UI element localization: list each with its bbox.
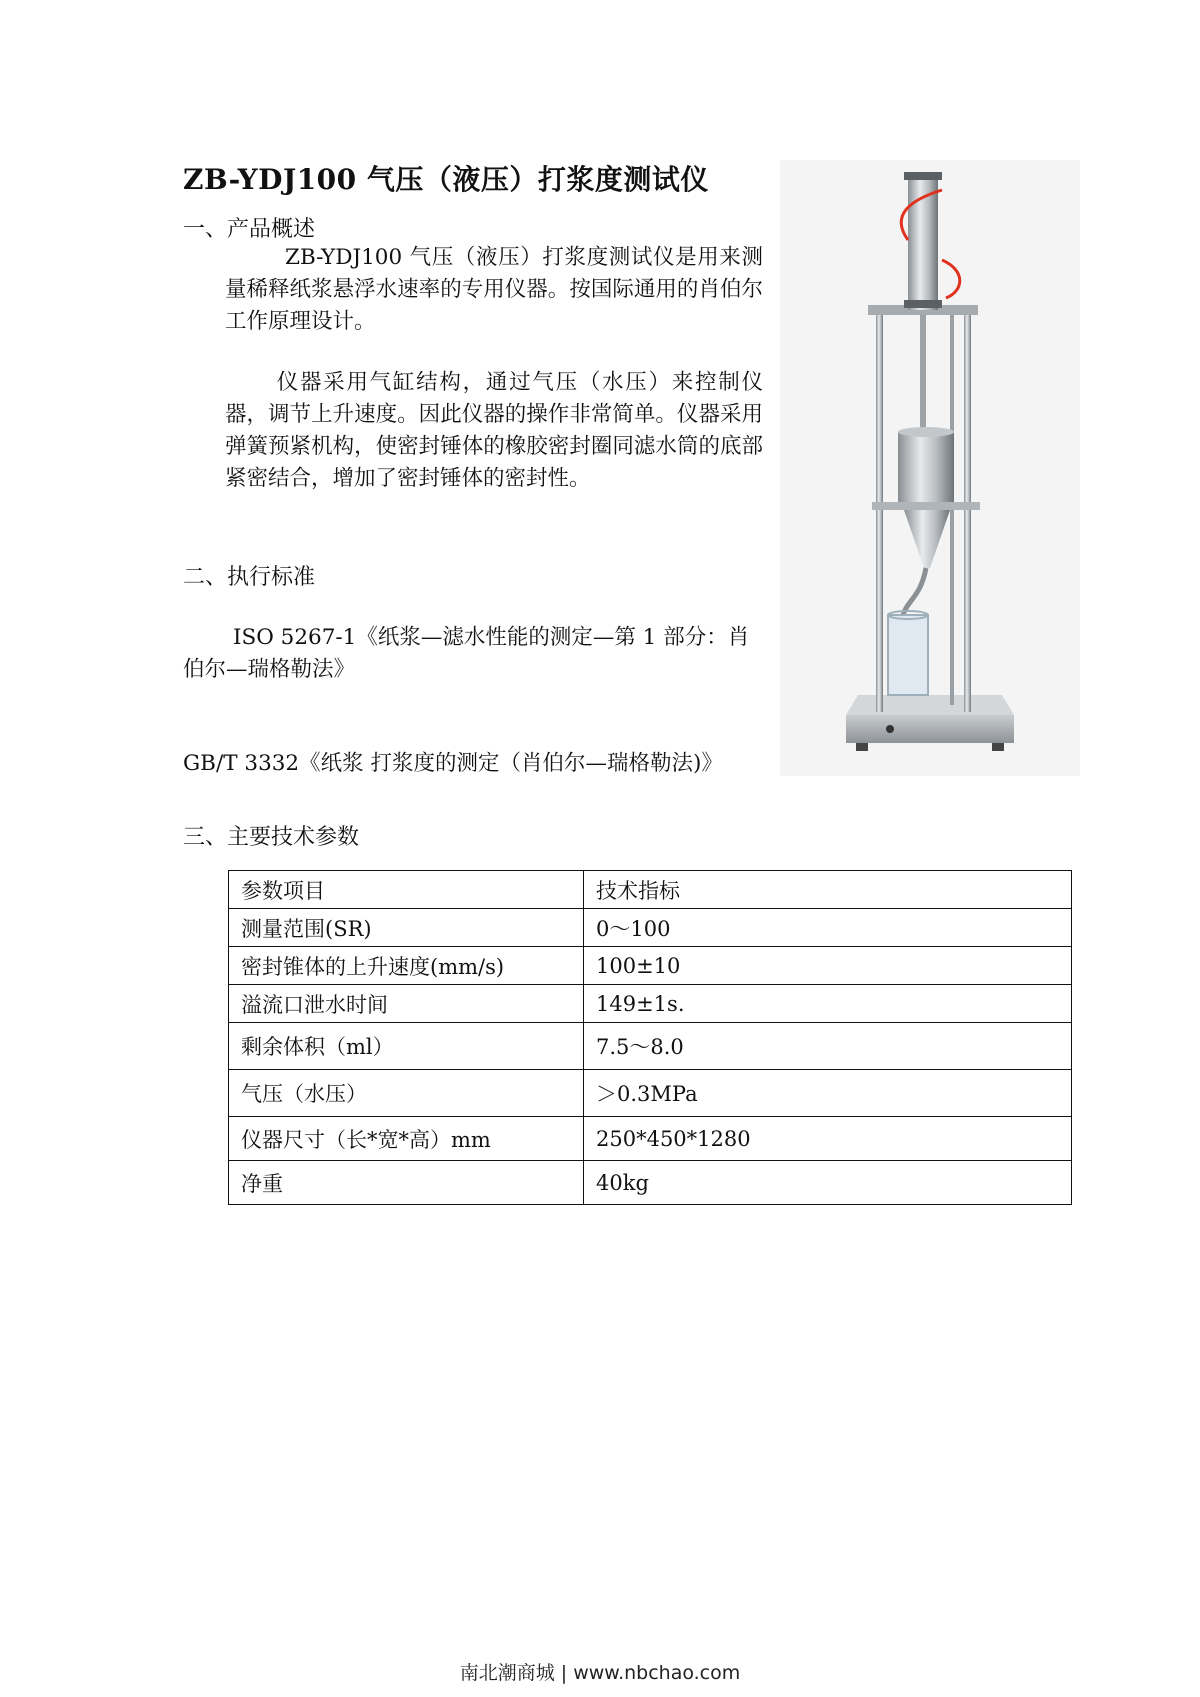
table-row <box>229 909 1072 947</box>
value-cell: 149±1s. <box>584 985 1072 1023</box>
standard-iso <box>183 622 765 686</box>
table-row <box>229 1161 1072 1205</box>
param-cell: 溢流口泄水时间 <box>229 985 584 1023</box>
value-cell: 40kg <box>584 1161 1072 1205</box>
overview-paragraph-1-text: ZB-YDJ100 气压（液压）打浆度测试仪是用来测量稀释纸浆悬浮水速率的专用仪器。按国际通用的肖伯尔工作原理设计。 <box>225 245 763 334</box>
table-row <box>229 985 1072 1023</box>
section-heading-specs: 三、主要技术参数 <box>183 825 360 850</box>
param-cell: 净重 <box>229 1161 584 1205</box>
overview-paragraph-2 <box>225 367 763 495</box>
param-cell: 仪器尺寸（长*宽*高）mm <box>229 1117 584 1161</box>
value-cell: 7.5～8.0 <box>584 1023 1072 1070</box>
value-cell: 250*450*1280 <box>584 1117 1072 1161</box>
section-heading-standards: 二、执行标准 <box>183 565 316 590</box>
table-header-row <box>229 871 1072 909</box>
footer-site-link[interactable]: 南北潮商城 | www.nbchao.com <box>459 1662 741 1684</box>
header-cell-value: 技术指标 <box>584 871 1072 909</box>
standard-gb <box>183 716 765 780</box>
overview-paragraph-1 <box>225 242 763 338</box>
product-photo <box>780 160 1080 776</box>
spec-table <box>228 870 1072 1205</box>
document-title: ZB-YDJ100 气压（液压）打浆度测试仪 <box>183 163 709 196</box>
standard-iso-text: ISO 5267-1《纸浆—滤水性能的测定—第 1 部分：肖伯尔—瑞格勒法》 <box>183 625 750 682</box>
value-cell: ＞0.3MPa <box>584 1070 1072 1117</box>
table-row <box>229 1070 1072 1117</box>
table-row <box>229 1117 1072 1161</box>
table-row <box>229 947 1072 985</box>
param-cell: 测量范围(SR) <box>229 909 584 947</box>
value-cell: 0～100 <box>584 909 1072 947</box>
value-cell: 100±10 <box>584 947 1072 985</box>
param-cell: 剩余体积（ml） <box>229 1023 584 1070</box>
header-cell-param: 参数项目 <box>229 871 584 909</box>
table-row <box>229 1023 1072 1070</box>
section-heading-overview: 一、产品概述 <box>183 217 316 242</box>
overview-paragraph-2-text: 仪器采用气缸结构，通过气压（水压）来控制仪器，调节上升速度。因此仪器的操作非常简单。仪器采用弹簧预紧机构，使密封锤体的橡胶密封圈同滤水筒的底部紧密结合，增加了密封锤体的密封性。 <box>225 370 763 491</box>
param-cell: 密封锥体的上升速度(mm/s) <box>229 947 584 985</box>
param-cell: 气压（水压） <box>229 1070 584 1117</box>
standard-gb-text: GB/T 3332《纸浆 打浆度的测定（肖伯尔—瑞格勒法)》 <box>183 751 723 776</box>
